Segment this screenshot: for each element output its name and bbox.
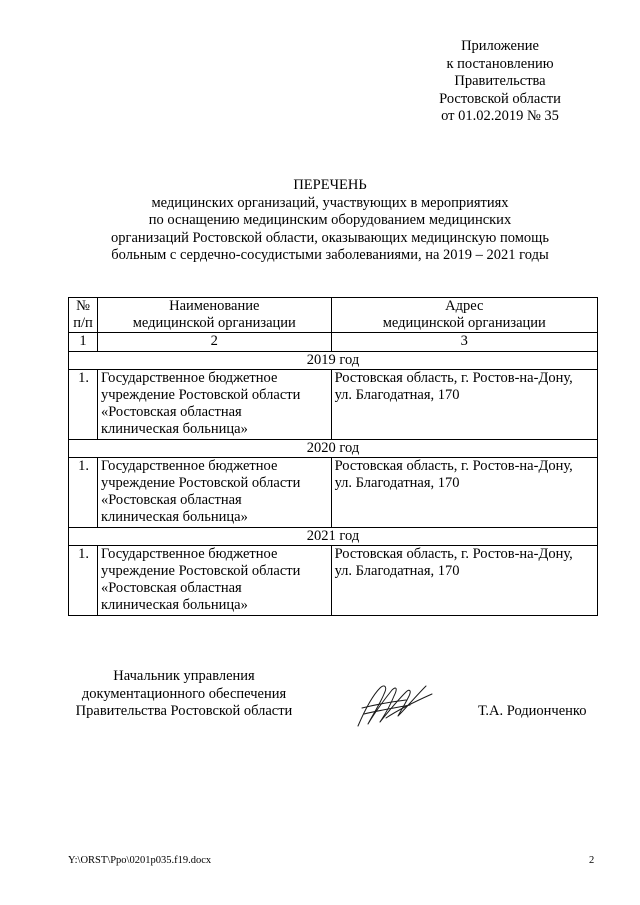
page-number: 2	[589, 855, 595, 866]
title-heading: ПЕРЕЧЕНЬ	[293, 177, 367, 193]
header-name: Наименование медицинской организации	[97, 298, 331, 333]
year-label: 2021 год	[69, 527, 598, 545]
year-row	[69, 439, 598, 457]
row-address: Ростовская область, г. Ростов-на-Дону, ул. Благодатная, 170	[331, 545, 597, 615]
row-name: Государственное бюджетное учреждение Ростовской области «Ростовская областная клиническая больница»	[97, 545, 331, 615]
appendix-line: Приложение	[461, 38, 539, 54]
title-line: медицинских организаций, участвующих в мероприятиях	[151, 194, 509, 211]
header-address: Адрес медицинской организации	[331, 298, 597, 333]
appendix-line: Ростовской области	[439, 90, 561, 107]
signatory-name: Т.А. Родионченко	[478, 703, 587, 719]
year-label: 2020 год	[69, 439, 598, 457]
signatory-title-line: Начальник управления	[113, 668, 255, 684]
appendix-line: к постановлению	[446, 55, 554, 72]
title-line: организаций Ростовской области, оказывающих медицинскую помощь	[111, 229, 549, 246]
file-path: Y:\ORST\Ppo\0201p035.f19.docx	[68, 855, 212, 866]
row-num: 1.	[69, 369, 98, 439]
year-label: 2019 год	[69, 351, 598, 369]
table-index-row	[69, 333, 598, 351]
table-row	[69, 545, 598, 615]
handwritten-signature	[350, 678, 440, 733]
index-cell: 2	[97, 333, 331, 351]
header-num: № п/п	[69, 298, 98, 333]
row-name: Государственное бюджетное учреждение Ростовской области «Ростовская областная клиническая больница»	[97, 457, 331, 527]
appendix-line: от 01.02.2019 № 35	[441, 108, 559, 124]
organizations-table	[68, 297, 598, 616]
table-row	[69, 457, 598, 527]
row-address: Ростовская область, г. Ростов-на-Дону, ул. Благодатная, 170	[331, 369, 597, 439]
table-row	[69, 369, 598, 439]
appendix-line: Правительства	[454, 73, 546, 89]
signatory-title-line: документационного обеспечения	[81, 685, 287, 702]
signatory-title	[64, 668, 304, 721]
signatory-title-line: Правительства Ростовской области	[75, 703, 293, 719]
index-cell: 3	[331, 333, 597, 351]
title-line: больным с сердечно-сосудистыми заболеваниями, на 2019 – 2021 годы	[111, 247, 549, 263]
appendix-block	[400, 38, 600, 126]
document-title	[60, 177, 600, 265]
index-cell: 1	[69, 333, 98, 351]
row-address: Ростовская область, г. Ростов-на-Дону, ул. Благодатная, 170	[331, 457, 597, 527]
title-line: по оснащению медицинским оборудованием медицинских	[148, 212, 512, 228]
year-row	[69, 527, 598, 545]
row-num: 1.	[69, 545, 98, 615]
year-row	[69, 351, 598, 369]
table-header-row	[69, 298, 598, 333]
row-name: Государственное бюджетное учреждение Ростовской области «Ростовская областная клиническая больница»	[97, 369, 331, 439]
row-num: 1.	[69, 457, 98, 527]
